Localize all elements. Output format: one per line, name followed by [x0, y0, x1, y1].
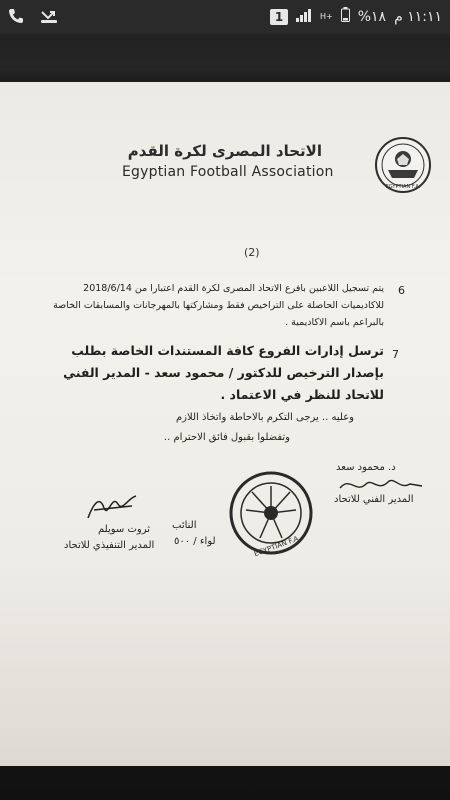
item-line: ترسل إدارات الفروع كافة المستندات الخاصة بطلب	[71, 343, 384, 358]
page-number: (2)	[244, 246, 260, 259]
official-stamp	[228, 470, 314, 556]
item-line: يتم تسجيل اللاعبين بافرع الاتحاد المصرى لكرة القدم اعتبارا من 2018/6/14	[83, 283, 384, 294]
efa-logo	[374, 136, 432, 194]
signatory-name-left: ثروت سويلم	[98, 524, 151, 535]
clock: ١١:١١ م	[394, 8, 442, 25]
signatory-title-right: المدير الفني للاتحاد	[334, 494, 414, 505]
signature-left	[82, 492, 142, 528]
status-bar	[0, 0, 450, 34]
deputy-rank: لواء / ٥٠٠	[174, 536, 216, 547]
battery-icon	[341, 7, 350, 26]
item-line: بالبراعم باسم الاكاديمية .	[285, 317, 384, 328]
item-number: 7	[392, 348, 399, 361]
item-line: للاكاديميات الحاصلة على التراخيص فقط ومشاركتها بالمهرجانات والمسابقات الخاصة	[53, 300, 384, 311]
signatory-name-right: د. محمود سعد	[336, 462, 396, 473]
item-number: 6	[398, 284, 405, 297]
item-line: للاتحاد للنظر في الاعتماد .	[220, 387, 384, 402]
svg-text:EGYPTIAN F.A.: EGYPTIAN F.A.	[385, 184, 421, 190]
svg-text:EGYPTIAN F.A.: EGYPTIAN F.A.	[253, 534, 302, 556]
federation-name-arabic: الاتحاد المصرى لكرة القدم	[127, 142, 322, 160]
phone-icon	[8, 8, 24, 28]
item-line: بإصدار الترخيص للدكتور / محمود سعد - المدير الفني	[63, 365, 384, 380]
federation-name-english: Egyptian Football Association	[122, 164, 334, 180]
list-item	[63, 340, 384, 406]
list-item	[53, 280, 384, 331]
network-type: H+	[320, 11, 333, 21]
deputy-label: النائب	[172, 520, 197, 531]
notification-badge: 1	[270, 9, 288, 25]
closing-regards: وتفضلوا بقبول فائق الاحترام ..	[163, 432, 290, 443]
missed-call-icon	[40, 8, 58, 28]
battery-percent: %١٨	[357, 8, 387, 25]
signal-icon	[296, 8, 312, 26]
closing-request: وعليه .. يرجى التكرم بالاحاطة واتخاذ اللازم	[175, 412, 354, 423]
signatory-title-left: المدير التنفيذي للاتحاد	[64, 540, 155, 551]
